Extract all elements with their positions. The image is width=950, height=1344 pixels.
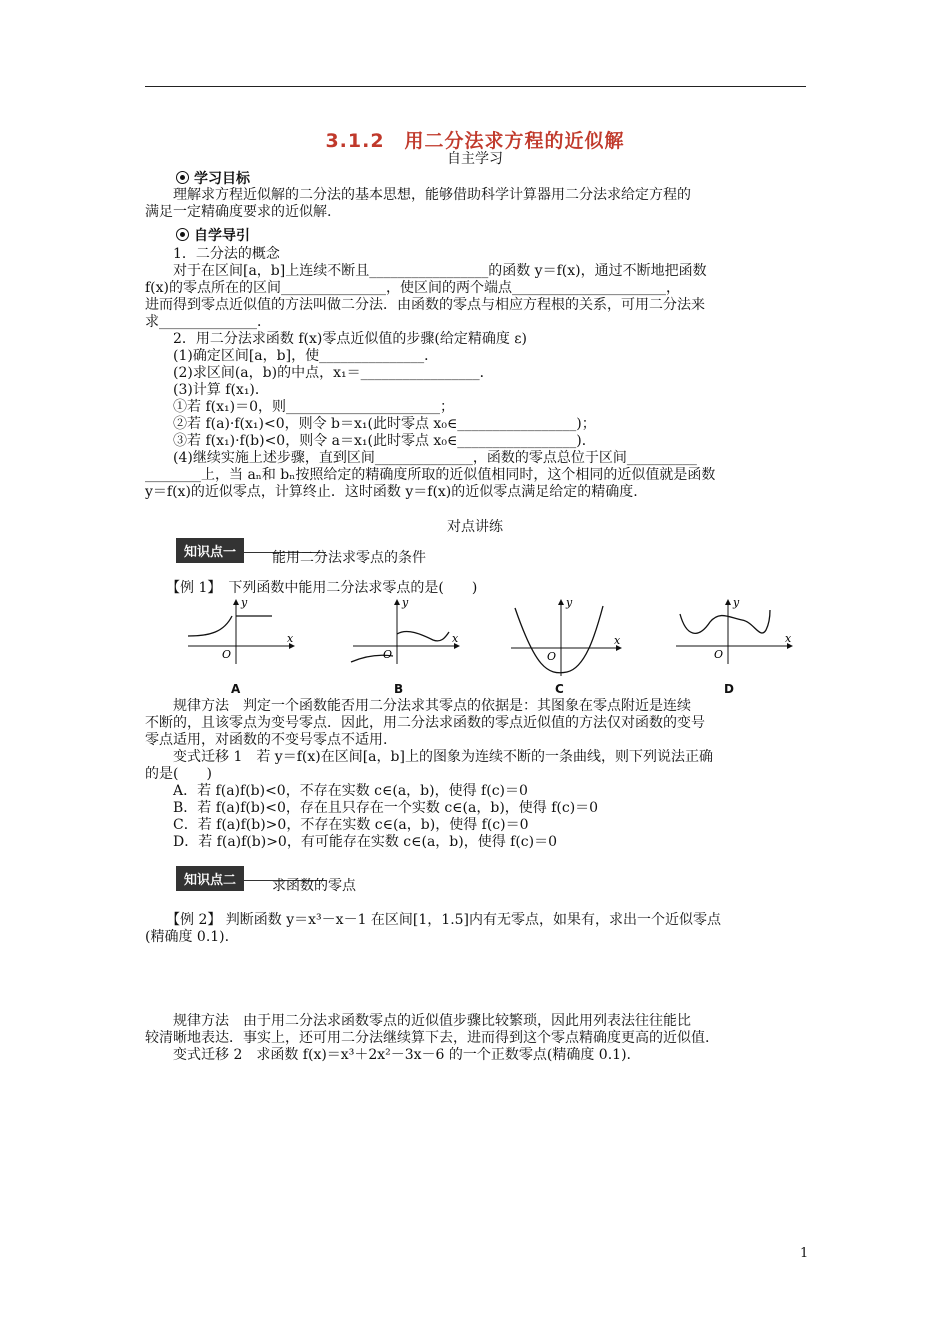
bullseye-icon	[176, 171, 189, 184]
guide-line: 1．二分法的概念	[145, 246, 280, 262]
axis-x: x	[452, 632, 459, 645]
origin: O	[222, 648, 232, 661]
axis-y: y	[733, 596, 740, 609]
kp-text: 能用二分法求零点的条件	[272, 550, 426, 566]
knowledge-point-1	[176, 538, 426, 566]
guide-line: 求______________．	[145, 314, 271, 330]
axis-y: y	[566, 596, 573, 609]
origin: O	[714, 648, 724, 661]
subtitle-self-study: 自主学习	[447, 151, 503, 167]
guide-line: (2)求区间(a，b)的中点，x₁＝_________________．	[145, 365, 494, 381]
guide-line: ③若 f(x₁)·f(b)<0，则令 a＝x₁(此时零点 x₀∈_________________)．	[145, 433, 596, 449]
rule-line: 规律方法 判定一个函数能否用二分法求其零点的依据是：其图象在零点附近是连续	[145, 698, 691, 714]
kp-tag: 知识点一	[176, 538, 244, 563]
axis-x: x	[614, 634, 621, 647]
guide-line: (3)计算 f(x₁)．	[145, 382, 269, 398]
graph-b	[345, 596, 465, 668]
rule-line: 零点适用，对函数的不变号零点不适用.	[145, 732, 388, 748]
variant-2-line: 变式迁移 2 求函数 f(x)＝x³＋2x²－3x－6 的一个正数零点(精确度 0.1).	[145, 1047, 631, 1063]
goal-heading: 学习目标	[176, 168, 250, 188]
guide-line: 对于在区间[a，b]上连续不断且_________________的函数 y＝f(x)，通过不断地把函数	[145, 263, 707, 279]
example-1: 【例 1】 下列函数中能用二分法求零点的是( )	[145, 580, 478, 596]
axis-y: y	[402, 596, 409, 609]
kp-text: 求函数的零点	[272, 878, 356, 894]
kp-tag: 知识点二	[176, 866, 244, 891]
guide-line: ①若 f(x₁)＝0，则______________________；	[145, 399, 454, 415]
guide-line: 2．用二分法求函数 f(x)零点近似值的步骤(给定精确度 ε)	[145, 331, 527, 347]
axis-x: x	[287, 632, 294, 645]
guide-line: y＝f(x)的近似零点，计算终止．这时函数 y＝f(x)的近似零点满足给定的精确度.	[145, 484, 638, 500]
option-a: A．若 f(a)f(b)<0，不存在实数 c∈(a，b)，使得 f(c)＝0	[145, 783, 528, 799]
variant-line: 变式迁移 1 若 y＝f(x)在区间[a，b]上的图象为连续不断的一条曲线，则下列说法正确	[145, 749, 713, 765]
option-b: B．若 f(a)f(b)<0，存在且只存在一个实数 c∈(a，b)，使得 f(c)＝0	[145, 800, 599, 816]
rule-line: 较清晰地表达．事实上，还可用二分法继续算下去，进而得到这个零点精确度更高的近似值.	[145, 1030, 710, 1046]
graph-a	[180, 596, 300, 668]
guide-heading: 自学导引	[176, 225, 250, 245]
bullseye-icon	[176, 228, 189, 241]
graph-c	[505, 596, 625, 678]
guide-line: f(x)的零点所在的区间_______________，使区间的两个端点______________________，	[145, 280, 680, 296]
knowledge-point-2	[176, 866, 356, 894]
graph-label: C	[555, 682, 564, 696]
goal-text-line: 满足一定精确度要求的近似解.	[145, 204, 332, 220]
option-c: C．若 f(a)f(b)>0，不存在实数 c∈(a，b)，使得 f(c)＝0	[145, 817, 529, 833]
graph-label: D	[724, 682, 734, 696]
page-title: 3.1.2 用二分法求方程的近似解	[325, 130, 625, 152]
graph-label: B	[394, 682, 404, 696]
graph-label: A	[231, 682, 241, 696]
variant-line: 的是( )	[145, 766, 212, 782]
guide-line: (4)继续实施上述步骤，直到区间______________，函数的零点总位于区间__________	[145, 450, 697, 466]
guide-line: 进而得到零点近似值的方法叫做二分法．由函数的零点与相应方程根的关系，可用二分法来	[145, 297, 705, 313]
option-d: D．若 f(a)f(b)>0，有可能存在实数 c∈(a，b)，使得 f(c)＝0	[145, 834, 558, 850]
example-2-line: 【例 2】 判断函数 y＝x³－x－1 在区间[1，1.5]内有无零点，如果有，求出一个近似零点	[145, 912, 722, 928]
rule-line: 规律方法 由于用二分法求函数零点的近似值步骤比较繁琐，因此用列表法往往能比	[145, 1013, 691, 1029]
goal-text-line: 理解求方程近似解的二分法的基本思想，能够借助科学计算器用二分法求给定方程的	[145, 187, 691, 203]
axis-x: x	[785, 632, 792, 645]
header-rule	[145, 86, 806, 87]
subtitle-practice: 对点讲练	[447, 519, 503, 535]
rule-line: 不断的，且该零点为变号零点．因此，用二分法求函数的零点近似值的方法仅对函数的变号	[145, 715, 705, 731]
guide-line: (1)确定区间[a，b]，使_______________．	[145, 348, 439, 364]
origin: O	[547, 650, 557, 663]
origin: O	[383, 648, 393, 661]
graph-d	[670, 596, 795, 668]
example-2-line: (精确度 0.1).	[145, 929, 230, 945]
page-number: 1	[800, 1246, 809, 1261]
guide-line: ②若 f(a)·f(x₁)<0，则令 b＝x₁(此时零点 x₀∈_________________)；	[145, 416, 596, 432]
axis-y: y	[241, 596, 248, 609]
guide-line: ________上，当 aₙ和 bₙ按照给定的精确度所取的近似值相同时，这个相同的近似值就是函数	[145, 467, 716, 483]
